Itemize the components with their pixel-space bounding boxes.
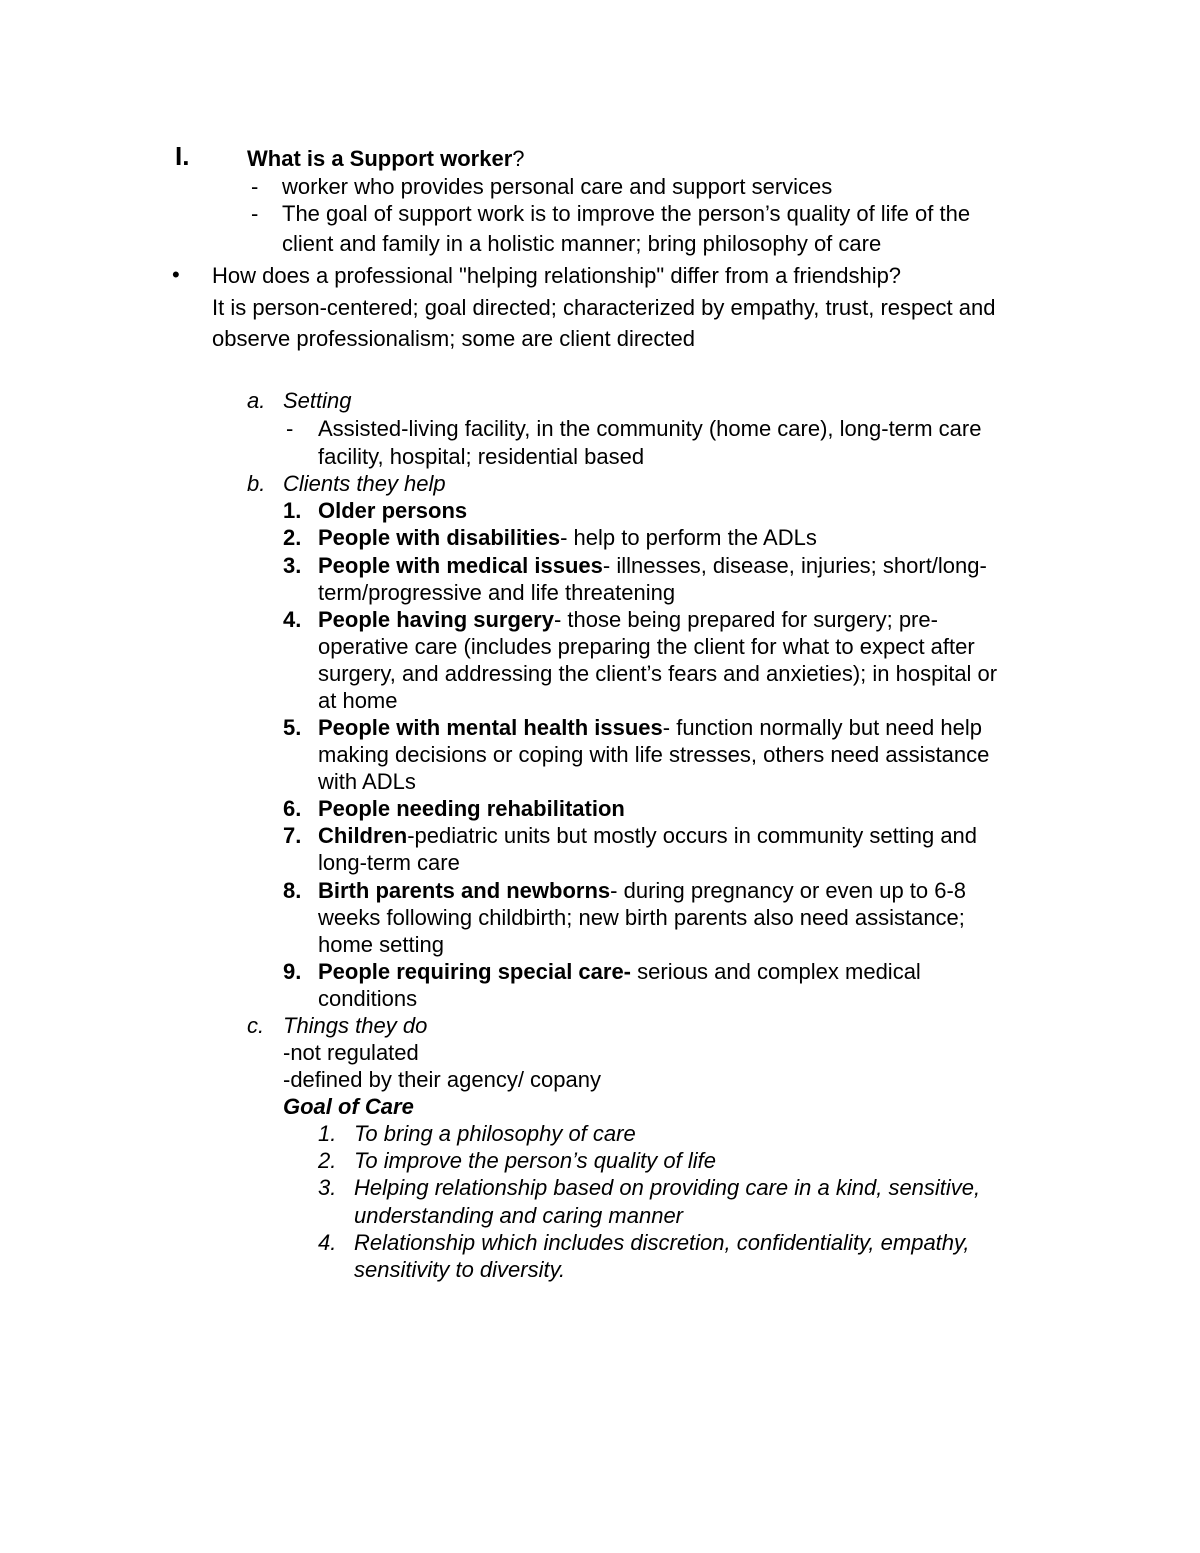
list-item-rest: - those being prepared for surgery; pre- xyxy=(553,607,938,632)
list-item-cont: surgery, and addressing the client’s fears and anxieties); in hospital or xyxy=(318,661,998,686)
list-item-cont: weeks following childbirth; new birth parents also need assistance; xyxy=(318,905,965,930)
list-item-rest: - function normally but need help xyxy=(662,715,982,740)
list-item-bold: Older persons xyxy=(318,498,468,523)
list-item-cont: with ADLs xyxy=(318,769,416,794)
section-heading-bold: What is a Support worker xyxy=(247,146,513,171)
list-item xyxy=(318,606,938,633)
list-item-bold: People having surgery xyxy=(318,607,554,632)
list-item xyxy=(318,958,921,985)
list-item-bold: Children xyxy=(318,823,408,848)
list-item-bold: People with disabilities xyxy=(318,525,561,550)
goal-number: 3. xyxy=(318,1175,337,1200)
list-item xyxy=(318,822,977,849)
goal-number: 4. xyxy=(318,1230,337,1255)
goal-number: 1. xyxy=(318,1121,337,1146)
section-numeral: I. xyxy=(175,141,190,171)
dash-marker: - xyxy=(251,174,259,199)
list-item-cont: making decisions or coping with life stresses, others need assistance xyxy=(318,742,990,767)
goal-number: 2. xyxy=(318,1148,337,1173)
list-item-number: 5. xyxy=(283,715,302,740)
goal-of-care-title: Goal of Care xyxy=(283,1094,414,1119)
setting-text: facility, hospital; residential based xyxy=(318,444,645,469)
goal-text: Helping relationship based on providing care in a kind, sensitive, xyxy=(354,1175,981,1200)
list-item-bold: Birth parents and newborns xyxy=(318,878,611,903)
subsection-marker: c. xyxy=(247,1013,265,1038)
list-item-number: 8. xyxy=(283,878,302,903)
goal-text: Relationship which includes discretion, confidentiality, empathy, xyxy=(354,1230,970,1255)
list-item-number: 6. xyxy=(283,796,302,821)
subsection-title: Setting xyxy=(283,388,352,413)
setting-text: Assisted-living facility, in the community (home care), long-term care xyxy=(318,416,982,441)
goal-text: To bring a philosophy of care xyxy=(354,1121,636,1146)
list-item-number: 2. xyxy=(283,525,302,550)
subsection-marker: a. xyxy=(247,388,266,413)
list-item-cont: operative care (includes preparing the client for what to expect after xyxy=(318,634,975,659)
list-item xyxy=(318,795,625,822)
list-item-number: 7. xyxy=(283,823,302,848)
bullet-answer: observe professionalism; some are client directed xyxy=(212,326,696,351)
things-text: -defined by their agency/ copany xyxy=(283,1067,601,1092)
bullet-question: How does a professional "helping relationship" differ from a friendship? xyxy=(212,263,902,288)
list-item xyxy=(318,497,467,524)
list-item-rest: - help to perform the ADLs xyxy=(560,525,817,550)
bullet-answer: It is person-centered; goal directed; characterized by empathy, trust, respect and xyxy=(212,295,996,320)
list-item-rest: -pediatric units but mostly occurs in community setting and xyxy=(407,823,978,848)
list-item-number: 1. xyxy=(283,498,302,523)
list-item-rest: - illnesses, disease, injuries; short/long- xyxy=(602,553,987,578)
list-item-cont: long-term care xyxy=(318,850,460,875)
goal-text: sensitivity to diversity. xyxy=(354,1257,566,1282)
subsection-marker: b. xyxy=(247,471,266,496)
list-item xyxy=(318,877,966,904)
list-item-rest: - during pregnancy or even up to 6-8 xyxy=(610,878,967,903)
list-item-cont: term/progressive and life threatening xyxy=(318,580,676,605)
dash-marker: - xyxy=(286,416,294,441)
dash-marker: - xyxy=(251,201,259,226)
list-item-bold: People needing rehabilitation xyxy=(318,796,625,821)
goal-text: To improve the person’s quality of life xyxy=(354,1148,716,1173)
list-item-bold: People with mental health issues xyxy=(318,715,663,740)
list-item-rest: serious and complex medical xyxy=(631,959,921,984)
list-item-number: 3. xyxy=(283,553,302,578)
list-item xyxy=(318,714,982,741)
list-item-bold: People requiring special care- xyxy=(318,959,632,984)
dash-item-text: The goal of support work is to improve the person’s quality of life of the xyxy=(282,201,971,226)
list-item-number: 4. xyxy=(283,607,302,632)
things-text: -not regulated xyxy=(283,1040,419,1065)
subsection-title: Things they do xyxy=(283,1013,428,1038)
dash-item-text: client and family in a holistic manner; bring philosophy of care xyxy=(282,231,882,256)
goal-text: understanding and caring manner xyxy=(354,1203,684,1228)
dash-item-text: worker who provides personal care and support services xyxy=(282,174,833,199)
section-heading-tail: ? xyxy=(512,146,525,171)
list-item xyxy=(318,552,987,579)
list-item-cont: conditions xyxy=(318,986,418,1011)
list-item-number: 9. xyxy=(283,959,302,984)
subsection-title: Clients they help xyxy=(283,471,446,496)
list-item-cont: at home xyxy=(318,688,398,713)
list-item-bold: People with medical issues xyxy=(318,553,603,578)
list-item xyxy=(318,524,817,551)
bullet-icon: • xyxy=(172,262,180,287)
list-item-cont: home setting xyxy=(318,932,444,957)
section-heading xyxy=(247,145,525,172)
